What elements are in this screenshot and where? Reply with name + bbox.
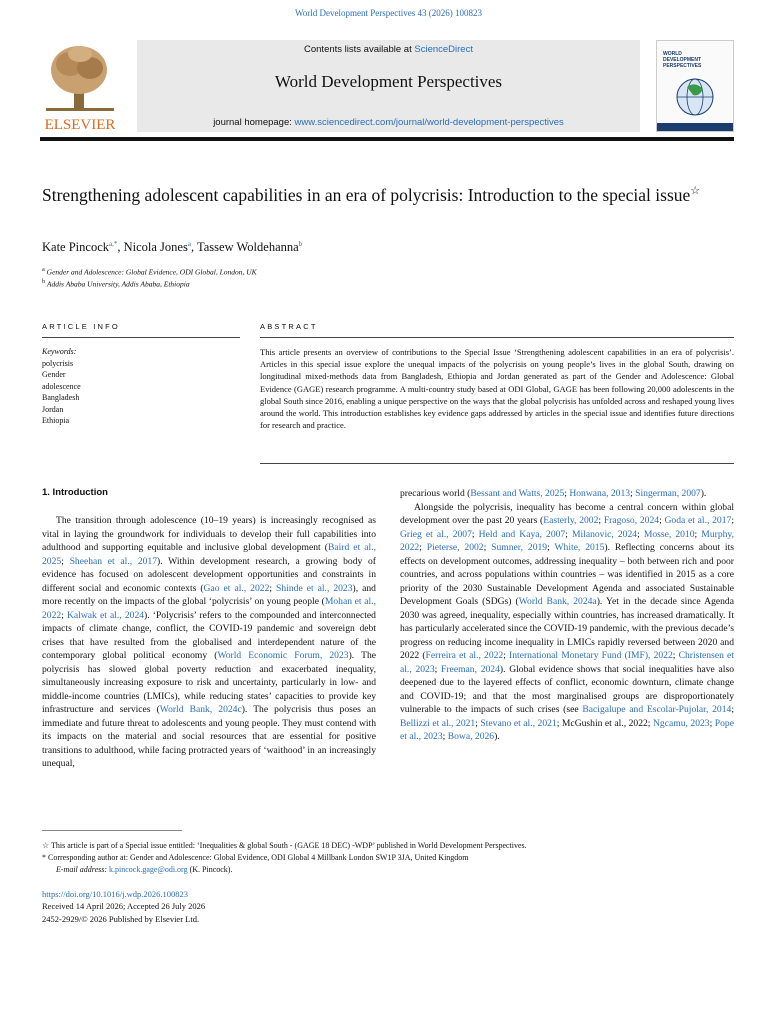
citation-link[interactable]: Ngcamu, 2023 [652,717,710,729]
footnote-text: Corresponding author at: Gender and Adolescence: Global Evidence, ODI Global 4 Millbank London SW1P 3JA, United Kingdom [48,853,469,862]
citation-link[interactable]: Held and Kaya, 2007 [478,528,566,540]
footnote-special-issue [42,840,734,852]
keyword: Ethiopia [42,416,70,425]
contents-line [137,44,640,55]
footnote-corresponding [42,852,734,864]
title-footnote-mark[interactable]: ☆ [690,185,701,197]
journal-title: World Development Perspectives [274,72,503,91]
citation-link[interactable]: Bessant and Watts, 2025 [470,488,565,499]
citation-link[interactable]: Murphy, 2022 [400,528,734,553]
citation-link[interactable]: Singerman, 2007 [635,488,701,499]
article-info-rule [42,337,240,338]
citation-link[interactable]: Ferreira et al., 2022 [425,650,504,661]
citation-link[interactable]: Freeman, 2024 [441,663,500,675]
footnotes [42,840,734,876]
citation-link[interactable]: Sumner, 2019 [491,542,548,553]
article-title-text: Strengthening adolescent capabilities in an era of polycrisis: Introduction to the special issue [42,184,691,205]
sciencedirect-link[interactable]: ScienceDirect [414,44,473,55]
cover-title-line-1: WORLD [663,51,682,57]
author-affil-sup[interactable]: a [187,240,191,248]
body-paragraph: precarious world (Bessant and Watts, 2025; Honwana, 2013; Singerman, 2007). [400,488,707,499]
affiliation-a [42,266,257,277]
footnote-mark: * [42,853,46,862]
journal-homepage-link[interactable]: www.sciencedirect.com/journal/world-development-perspectives [294,117,564,128]
cover-title-line-2: DEVELOPMENT [663,57,702,63]
keyword: Jordan [42,404,64,414]
citation-link[interactable]: Honwana, 2013 [569,488,631,499]
running-header[interactable]: World Development Perspectives 43 (2026) 100823 [295,8,482,18]
journal-cover [656,40,734,132]
citation-link[interactable]: Easterly, 2002 [543,515,599,526]
citation-link[interactable]: World Bank, 2024c [159,704,242,715]
citation-link[interactable]: Milanovic, 2024 [571,528,638,540]
affiliation-text: Addis Ababa University, Addis Ababa, Ethiopia [46,279,190,289]
keyword: polycrisis [42,358,74,368]
footnote-mark: ☆ [42,841,50,850]
citation-link[interactable]: Pope et al., 2023 [400,717,734,742]
abstract-text: This article presents an overview of contributions to the Special Issue ‘Strengthening adolescent capabilities in an era of polycrisis’. Articles in this special issue explore the unequal impacts of the polycrisis on young people’s lives in the global South, drawing on longitudinal mixed-methods data from Bangladesh, Ethiopia and Jordan generated as part of the Gender and Adolescence: Global Evidence (GAGE) research programme. A multi-country study based at ODI Global, GAGE has been following 20,000 adolescents in the global South since 2016, enabling a unique perspective on the ways that the global polycrisis has unfolded across and reshaped young lives around the world. This introduction establishes key evidence gaps addressed by articles in the special issue and identifies future directions for research and practice. [260,347,734,431]
article-dates: Received 14 April 2026; Accepted 26 July 2026 [42,901,206,912]
body-paragraph: Alongside the polycrisis, inequality has become a central concern within global development over the past 20 years (Easterly, 2002; Fragoso, 2024; Goda et al., 2017; Grieg et al., 2007; Held and Kaya, 2007; Milanovic, 2024; Mosse, 2010; Murphy, 2022; Pieterse, 2002; Sumner, 2019; White, 2015). Reflecting concerns about its effects on development outcomes, addressing inequality – both between rich and poor countries, and across populations within countries – was identified in 2015 as a core priority of the 2030 Sustainable Development Agenda and associated Sustainable Development Goals (SDGs) (World Bank, 2024a). Yet in the decade since Agenda 2030 was agreed, inequality, especially within countries, has increased dramatically. It has particularly accelerated since the COVID-19 pandemic, with the previous decade’s progress on reducing income inequality in LMICs rapidly reversed between 2020 and 2022 (Ferreira et al., 2022; International Monetary Fund (IMF), 2022; Christensen et al., 2023; Freeman, 2024). Global evidence shows that social inequalities have also deepened due to the layered effects of conflict, economic downturn, climate change and COVID-19; and that the most marginalised groups are disproportionately vulnerable to the impacts of such crises (see Bacigalupe and Escolar-Pujolar, 2014; Bellizzi et al., 2021; Stevano et al., 2021; McGushin et al., 2022; Ngcamu, 2023; Pope et al., 2023; Bowa, 2026). [400,501,734,742]
article-info-heading: ARTICLE INFO [42,322,120,331]
citation-link[interactable]: Gao et al., 2022 [203,582,270,594]
author-name[interactable]: Nicola Jones [123,240,188,255]
author-list: Kate Pincock$^{a,*}$, Nicola Jones$^a$, Tassew Woldehanna$^b$ [42,240,303,255]
section-heading: 1. Introduction [42,487,108,498]
author-affil-sup[interactable]: a,* [109,240,118,248]
citation-link[interactable]: Christensen et al., 2023 [400,650,734,675]
citation-link[interactable]: Stevano et al., 2021 [480,717,557,729]
citation-link[interactable]: Mohan et al., 2022 [42,596,376,621]
doi-link[interactable]: https://doi.org/10.1016/j.wdp.2026.100823 [42,889,189,899]
abstract-heading: ABSTRACT [260,322,318,331]
affiliation-sup: b [42,278,46,285]
body-right-column [400,487,734,744]
footnote-rule [42,830,182,831]
author-affil-sup[interactable]: b [298,240,303,248]
keyword: adolescence [42,381,81,391]
body-paragraph: The transition through adolescence (10–19 years) is increasingly recognised as vital in laying the groundwork for individuals to develop their full capabilities into adulthood and supporting equitable and inclusive global development (Baird et al., 2025; Sheehan et al., 2017). Within development research, a growing body of evidence has focused on adolescent development opportunities and constraints in different social and economic contexts (Gao et al., 2022; Shinde et al., 2023), and more recently on the impacts of the global ‘polycrisis’ on young people (Mohan et al., 2022; Kalwak et al., 2024). ‘Polycrisis’ refers to the compounded and interconnected impacts of climate change, conflict, the COVID-19 pandemic and sovereign debt crises that have resulted from the globalised and interdependent nature of the contemporary global political economy (World Economic Forum, 2023). The polycrisis has slowed global poverty reduction and exacerbated inequality, simultaneously increasing exposure to risk and uncertainty, particularly in low- and middle-income countries (LMICs), while reducing states’ capacities to provide key infrastructure and services (World Bank, 2024c). The polycrisis thus poses an immediate and future threat to adolescents and young people. They must contend with its impacts on the material and social resources that are essential for positive transitions to adulthood, while facing protracted years of ‘waithood’ in an increasingly unequal, [42,515,376,769]
masthead-rule [40,137,734,141]
citation-link[interactable]: Bellizzi et al., 2021 [400,717,476,729]
author-name[interactable]: Kate Pincock [42,240,109,255]
contents-prefix: Contents lists available at [304,44,415,55]
keyword: Bangladesh [42,393,80,402]
tree-emblem-icon [46,46,114,111]
homepage-line [137,117,640,128]
abstract-rule [260,337,734,338]
elsevier-logo [40,40,120,132]
keyword: Gender [42,370,66,379]
citation-link[interactable]: Bowa, 2026 [447,731,495,742]
citation-link[interactable]: Grieg et al., 2007 [400,528,472,540]
citation-link[interactable]: Kalwak et al., 2024 [66,609,145,621]
homepage-prefix: journal homepage: [213,117,295,128]
keywords-label: Keywords: [42,347,77,356]
article-title [42,179,702,207]
citation-link[interactable]: Bacigalupe and Escolar-Pujolar, 2014 [582,704,732,715]
abstract-bottom-rule [260,463,734,464]
citation-link[interactable]: World Bank, 2024a [518,596,597,607]
body-left-column [42,514,376,771]
cover-globe-icon [677,79,713,115]
citation-link[interactable]: Sheehan et al., 2017 [69,555,158,567]
publisher-wordmark: ELSEVIER [44,117,116,132]
affiliation-sup: a [42,266,45,273]
affiliation-text: Gender and Adolescence: Global Evidence, ODI Global, London, UK [46,267,257,277]
citation-link[interactable]: World Economic Forum, 2023 [217,650,349,661]
citation-link[interactable]: Mosse, 2010 [643,528,695,540]
author-name[interactable]: Tassew Woldehanna [196,240,299,255]
copyright-line: 2452-2929/© 2026 Published by Elsevier Ltd. [42,913,200,924]
keywords-block [42,346,81,427]
article-meta [42,888,205,925]
footnote-text: This article is part of a Special issue entitled: ‘Inequalities & global South - (GAGE 18 DEC) -WDP’ published in World Development Perspectives. [51,841,527,850]
citation-link[interactable]: White, 2015 [554,542,605,553]
citation-link[interactable]: Shinde et al., 2023 [276,582,353,594]
citation-link[interactable]: Baird et al., 2025 [42,542,376,567]
email-suffix: (K. Pincock). [187,865,233,874]
footnote-email [42,864,734,876]
citation-link[interactable]: Goda et al., 2017 [664,515,732,526]
citation-link[interactable]: International Monetary Fund (IMF), 2022 [509,650,673,661]
email-link[interactable]: k.pincock.gage@odi.org [109,865,188,874]
email-label: E-mail address: [56,865,108,874]
citation-link[interactable]: Fragoso, 2024 [603,515,660,526]
affiliation-b [42,278,190,289]
citation-link[interactable]: Pieterse, 2002 [426,542,484,553]
cover-title-line-3: PERSPECTIVES [663,63,702,69]
